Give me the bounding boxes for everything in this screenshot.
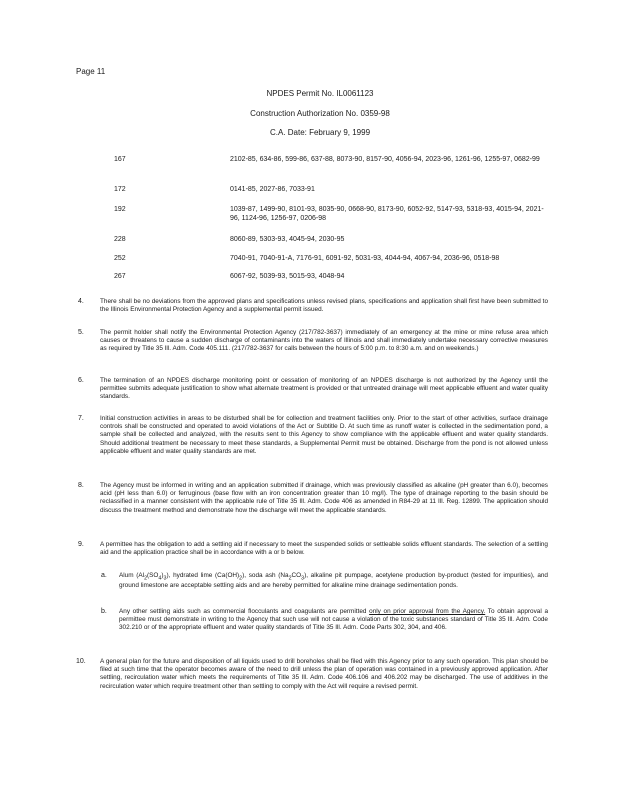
condition-5-number: 5.	[78, 329, 84, 336]
condition-9a-label: a.	[101, 572, 107, 579]
basin-codes: 6067-92, 5039-93, 5015-93, 4048-94	[230, 273, 345, 280]
condition-7-number: 7.	[78, 415, 84, 422]
permit-number: NPDES Permit No. IL0061123	[266, 89, 374, 98]
basin-number: 192	[114, 206, 126, 213]
ca-date: C.A. Date: February 9, 1999	[269, 128, 371, 137]
basin-codes: 8060-89, 5303-93, 4045-94, 2030-95	[230, 236, 345, 243]
condition-4-number: 4.	[78, 298, 84, 305]
condition-9-text: A permittee has the obligation to add a settling aid if necessary to meet the suspended solids or settleable solids effluent standards. The selection of a settling aid and the application practice shall be in accordance with a or b below.	[100, 541, 548, 557]
basin-codes: 2102-85, 634-86, 599-86, 637-88, 8073-90, 8157-90, 4056-94, 2023-96, 1261-96, 1255-97, 0682-99	[230, 156, 540, 163]
condition-7-text: Initial construction activities in areas to be disturbed shall be for collection and treatment facilities only. Prior to the start of other activities, surface drainage controls shall be constructed and operated to avoid violations of the Act or Subtitle D. At such time as runoff water is collected in the sedimentation pond, a sample shall be collected and analyzed, with the results sent to this Agency to show compliance with the applicable effluent and water quality standards. Should additional treatment be necessary to meet these standards, a Supplemental Permit must be obtained. Discharge from the pond is not allowed unless applicable effluent and water quality standards are met.	[100, 415, 548, 455]
condition-9b-text: Any other settling aids such as commercial flocculants and coagulants are permitted only on prior approval from the Agency. To obtain approval a permittee must demonstrate in writing to the Agency that such use will not cause a violation of the toxic substances standard of Title 35 Ill. Adm. Code 302.210 or of the appropriate effluent and water quality standards of Title 35 Ill. Adm. Code Parts 302, 304, and 406.	[119, 608, 549, 632]
condition-10-number: 10.	[76, 658, 86, 665]
basin-number: 267	[114, 273, 126, 280]
condition-5-text: The permit holder shall notify the Environmental Protection Agency (217/782-3637) immediately of an emergency at the mine or mine refuse area which causes or threatens to cause a sudden discharge of contaminants into the waters of Illinois and shall immediately undertake necessary corrective measures as required by Title 35 Ill. Adm. Code 405.111. (217/782-3637 for calls between the hours of 5:00 p.m. to 8:30 a.m. and on weekends.)	[100, 329, 548, 353]
condition-9b-label: b.	[101, 608, 107, 615]
condition-8-number: 8.	[78, 482, 84, 489]
basin-number: 228	[114, 236, 126, 243]
construction-authorization: Construction Authorization No. 0359-98	[250, 109, 390, 118]
basin-codes: 7040-91, 7040-91-A, 7176-91, 6091-92, 5031-93, 4044-94, 4067-94, 2036-96, 0518-98	[230, 255, 500, 262]
condition-9a-text: Alum $(Al_2(SO_4)_3)$, hydrated lime $(Ca(OH)_2)$, soda ash $(Na_2CO_3)$, alkaline pit pumpage, acetylene production by-product (tested for impurities), and ground limestone are acceptable settling aids and are hereby permitted for alkaline mine drainage sedimentation ponds.	[119, 572, 548, 590]
basin-number: 172	[114, 186, 126, 193]
condition-4-text: There shall be no deviations from the approved plans and specifications unless revised plans, specifications and application shall first have been submitted to the Illinois Environmental Protection Agency and a supplemental permit issued.	[100, 298, 548, 314]
basin-number: 167	[114, 156, 126, 163]
basin-codes: 1039-87, 1499-90, 8101-93, 8035-90, 0668-90, 8173-90, 6052-92, 5147-93, 5318-93, 4015-94, 2021-96, 1124-96, 1256-97, 0206-98	[230, 206, 544, 222]
condition-10-text: A general plan for the future and disposition of all liquids used to drill boreholes shall be filed with this Agency prior to any such operation. This plan should be filed at such time that the operator becomes aware of the need to drill unless the plan of operation was contained in a previously approved application. After settling, recirculation water which meets the requirements of Title 35 Ill. Adm. Code 406.106 and 406.202 may be discharged. The use of additives in the recirculation water which require treatment other than settling to comply with the Act will require a revised permit.	[100, 658, 548, 690]
condition-8-text: The Agency must be informed in writing and an application submitted if drainage, which was previously classified as alkaline (pH greater than 6.0), becomes acid (pH less than 6.0) or ferruginous (base flow with an iron concentration greater than 10 mg/l). The type of drainage reporting to the basin should be reclassified in a manner consistent with the applicable rule of Title 35 Ill. Adm. Code 406 as amended in R84-29 at 11 Ill. Reg. 12899. The application should discuss the treatment method and demonstrate how the discharge will meet the applicable standards.	[100, 482, 548, 514]
condition-6-number: 6.	[78, 377, 84, 384]
prior-approval-clause: only on prior approval from the Agency.	[369, 608, 486, 615]
condition-6-text: The termination of an NPDES discharge monitoring point or cessation of monitoring of an NPDES discharge is not authorized by the Agency until the permittee submits adequate justification to show what alternate treatment is provided or that untreated drainage will meet applicable effluent and water quality standards.	[100, 377, 548, 401]
basin-codes: 0141-85, 2027-86, 7033-91	[230, 186, 315, 193]
page-number: Page 11	[76, 67, 106, 76]
basin-number: 252	[114, 255, 126, 262]
condition-9-number: 9.	[78, 541, 84, 548]
